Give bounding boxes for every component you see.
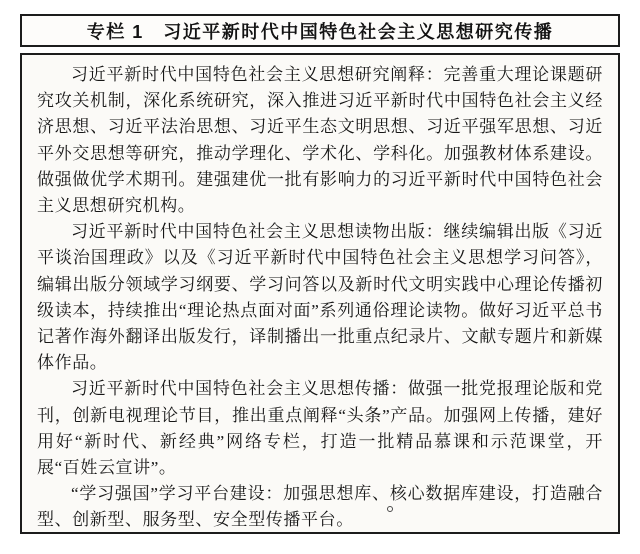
column-header [20, 14, 620, 47]
column-box [20, 14, 620, 534]
paragraph-xuexi-qiangguo-platform: “学习强国”学习平台建设：加强思想库、核心数据库建设，打造融合型、创新型、服务型、安全型传播平台。 [37, 484, 603, 530]
paragraph-readings-publication: 习近平新时代中国特色社会主义思想读物出版：继续编辑出版《习近平谈治国理政》以及《习近平新时代中国特色社会主义思想学习问答》，编辑出版分领域学习纲要、学习问答以及新时代文明实践中心理论传播初级读本，持续推出“理论热点面对面”系列通俗理论读物。做好习近平总书记著作海外翻译出版发行，译制播出一批重点纪录片、文献专题片和新媒体作品。 [37, 222, 603, 373]
column-title: 专栏 1 习近平新时代中国特色社会主义思想研究传播 [86, 21, 554, 42]
paragraph-research-interpretation: 习近平新时代中国特色社会主义思想研究阐释：完善重大理论课题研究攻关机制，深化系统研究，深入推进习近平新时代中国特色社会主义经济思想、习近平法治思想、习近平生态文明思想、习近平强军思想、习近平外交思想等研究，推动学理化、学术化、学科化。加强教材体系建设。做强做优学术期刊。建强建优一批有影响力的习近平新时代中国特色社会主义思想研究机构。 [37, 65, 603, 216]
paragraph-thought-dissemination: 习近平新时代中国特色社会主义思想传播：做强一批党报理论版和党刊，创新电视理论节目，推出重点阐释“头条”产品。加强网上传播，建好用好“新时代、新经典”网络专栏，打造一批精品慕课和示范课堂，开展“百姓云宣讲”。 [37, 379, 603, 478]
scan-speckle-artifact [387, 506, 393, 512]
column-body [20, 53, 620, 534]
